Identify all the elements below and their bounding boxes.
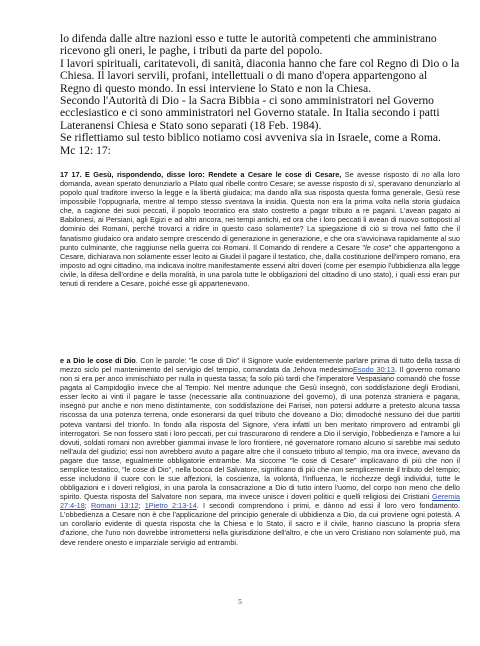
section-heading: e a Dio le cose di Dio — [60, 356, 136, 365]
commentary-cose-di-dio — [60, 356, 460, 547]
link-geremia[interactable]: Geremia 27:4-18 — [60, 492, 460, 511]
emphasis-si: sì — [368, 179, 374, 189]
separator: ; — [84, 501, 91, 511]
separator: ; — [138, 501, 145, 511]
link-pietro[interactable]: 1Pietro 2:13-14 — [144, 501, 197, 511]
commentary-verse-17 — [60, 170, 460, 288]
commentary-text: " che appartengono a Cesare, dichiarava non solamente esser lecito ai Giudei il pagare il testatico, che, dalla costituzione dell'impero romano, era imposto ad ogni cittadino, ma indicava inoltre manifestamente esservi altri doveri (come per esempio l'ubbidienza alla legge civile, la difesa dell'ordine e della moralità, in una parola tutte le obbligazioni del cittadino di uno stato), i quali essi eran pur tenuti di rendere a Cesare, poiché esse gli appartenevano. — [60, 242, 460, 288]
commentary-text: . I secondi comprendono i primi, e dànno ad essi il loro vero fondamento. L'obbedienza a Cesare non è che l'applicazione del principio generale di ubbidienza a Dio, da cui proviene ogni potestà. A un corollario evidente di questa risposta che la Chiesa e lo Stato, il sacro e il civile, hanno ciascuno la propria sfera d'azione, che l'uno non dovrebbe intromettersi nella giurisdizione dell'altro, e che un vero Cristiano non solamente può, ma deve rendere onesto e imparziale servigio ad entrambi. — [60, 501, 460, 547]
link-esodo[interactable]: Esodo 30:13 — [353, 365, 395, 375]
intro-paragraph-3: Secondo l'Autorità di Dio - la Sacra Bibbia - ci sono amministratori nel Governo ecclesiastico e ci sono amministratori nel Governo statale. In Italia secondo i patti Lateranensi Chiesa e Stato sono separati (18 Feb. 1984). — [60, 94, 440, 132]
intro-section — [60, 33, 460, 157]
intro-paragraph-2: I lavori spirituali, caritatevoli, di sanità, diaconia hanno che fare col Regno di Dio o la Chiesa. Il lavori servili, profani, intellettuali o di mano d'opera appartengono al Regno di questo mondo. In essi interviene lo Stato e non la Chiesa. — [60, 56, 460, 95]
verse-heading: 17 17. E Gesù, rispondendo, disse loro: Rendete a Cesare le cose di Cesare, — [60, 170, 342, 179]
commentary-text: . Con le parole: "le cose di Dio" il Signore vuole evidentemente parlare prima di tutto della tassa di mezzo siclo pel mantenimento del servigio del tempio, comandata da Jehova medesimo — [60, 356, 460, 375]
commentary-text: . Il governo romano non si era per anco immischiato per nulla in questa tassa; fa solo più tardi che l'imperatore Vespasiano comandò che fosse pagata al Campidoglio invece che al Tempio. Nel mentre adunque che Gesù insegnò, con soddisfazione degli Erodiani, esser lecito ai vinti il pagare le tasse (necessarie alla continuazione del governo), di una potenza straniera e pagana, insegnò pur anche e non meno distintamente, con soddisfazione dei Farisei, non potersi addurre a pretesto alcuna tassa riscossa da una potenza terrena, onde esonerarsi da quel tributo che doveano a Dio; dimodoché nessuno dei due partiti poteva vantarsi del trionfo. In fondo alla risposta del Signore, v'era infatti un ben meritato rimprovero ad entrambi gli interrogatori. Se non fossero stati i loro peccati, per cui trascurarono di rendere a Dio il servigio, l'obbedienza e l'amore a lui dovuti, soldati romani non avrebber giammai invase le loro frontiere, né governatore romano alcuno si sarebbe mai seduto nell'aula del giudizio; essi non avrebbero avuto a pagare altre che il consueto tributo al tempio, ma ora invece, avevano da pagare due tasse, egualmente obbligatorie entrambe. Ma siccome "le cose di Cesare" implicavano di più che non il semplice testatico, "le cose di Dio", nella bocca del Salvatore, significano di più che non semplicemente il tributo del tempio; esse includono il cuore con le sue affezioni, la coscienza, la volontà, l'influenza, le ricchezze degli individui, tutte le obbligazioni e i doveri religiosi, in una parola la consacrazione a Dio di tutto intero l'uomo, del corpo non meno che dello spirito. Questa risposta del Salvatore non separa, ma invece unisce i doveri politici e quelli religiosi dei Cristiani — [60, 365, 460, 502]
commentary-text: Se avesse risposto di — [341, 170, 422, 179]
commentary-text: alla loro domanda, avean sperato denunziarlo a Pilato qual ribelle contro Cesare; se avesse risposto di — [60, 170, 460, 189]
commentary-text: , speravano denunziarlo al popolo qual traditore inverso la legge e la libertà giudaica; ma dando alla sua risposta questa forma generale, Gesù rese impossibile l'oppugnarla, mentre al tempo stesso sventava la insidia. Questa non era la prima volta nella storia giudaica che, a cagione dei suoi peccati, il popolo teocratico era stato costretto a pagar tributo a re pagani. L'avean pagato ai Babilonesi, ai Persiani, agli Egizi e ad altri ancora, nei tempi antichi, ed ora che i loro peccati li avean di nuovo sottoposti al dominio dei Romani, perché trovarci a ridire in questo caso solamente? La spiegazione di ciò si trova nel fatto che il fanatismo giudaico ora andato sempre crescendo di generazione in generazione, e che ora s'avvicinava rapidamente al suo punto culminante, che raggiunse nella guerra coi Romani. Il Comando di rendere a Cesare " — [60, 179, 460, 252]
emphasis-no: no — [421, 170, 430, 179]
intro-paragraph-1: lo difenda dalle altre nazioni esso e tutte le autorità competenti che amministrano ricevono gli oneri, le paghe, i tributi da parte del popolo. — [60, 32, 437, 58]
link-romani[interactable]: Romani 13:12 — [90, 501, 139, 511]
intro-paragraph-4: Se riflettiamo sul testo biblico notiamo cosi avveniva sia in Israele, come a Roma. — [60, 131, 441, 145]
page-number: 5 — [238, 597, 242, 606]
bible-reference: Mc 12: 17: — [60, 143, 111, 157]
emphasis-le-cose: le cose — [365, 242, 389, 252]
